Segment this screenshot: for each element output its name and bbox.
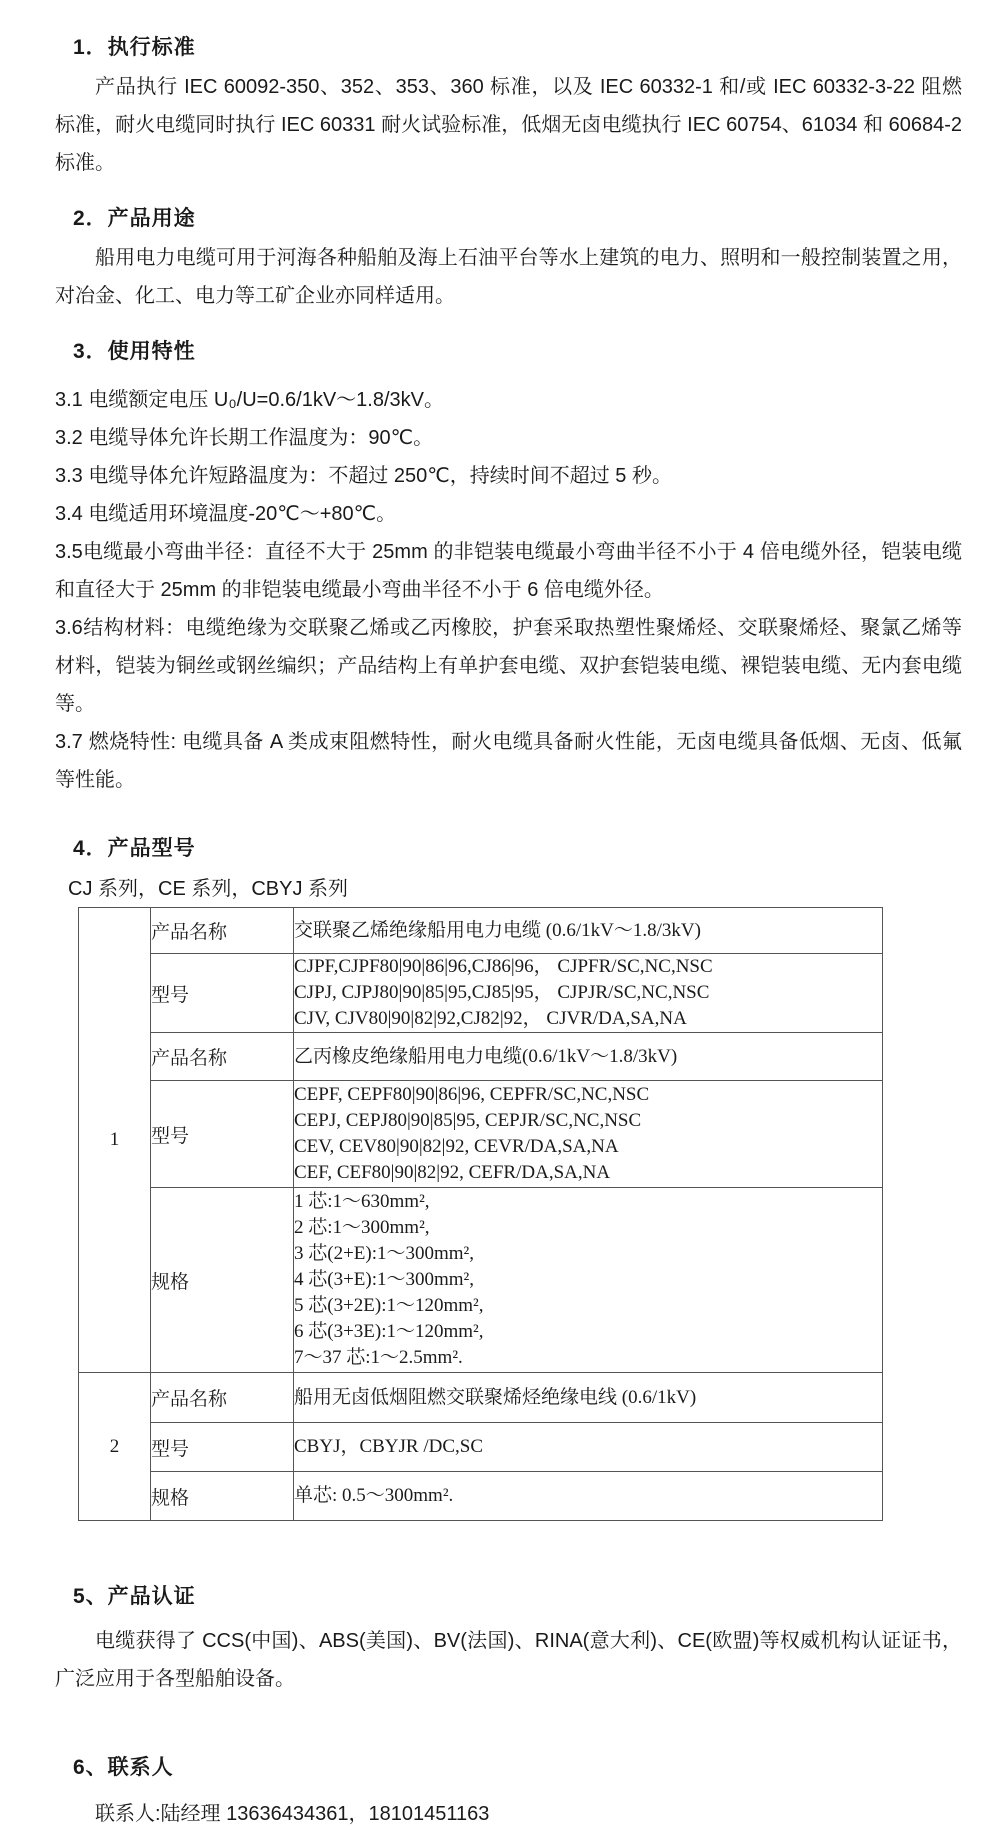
table-row xyxy=(79,1033,883,1081)
section-2-paragraph: 船用电力电缆可用于河海各种船舶及海上石油平台等水上建筑的电力、照明和一般控制装置之用，对冶金、化工、电力等工矿企业亦同样适用。 xyxy=(55,247,962,307)
series-line: CJ 系列，CE 系列，CBYJ 系列 xyxy=(68,878,349,900)
table-row xyxy=(79,1423,883,1472)
table-row xyxy=(79,1188,883,1373)
spec-line: 6 芯(3+3E):1～120mm², xyxy=(294,1321,484,1342)
product-name-line: 交联聚乙烯绝缘船用电力电缆 (0.6/1kV～1.8/3kV) xyxy=(294,919,701,941)
table-row xyxy=(79,908,883,954)
usage-item-3-4: 3.4 电缆适用环境温度-20℃～+80℃。 xyxy=(55,503,397,525)
model-line: CEV, CEV80|90|82|92, CEVR/DA,SA,NA xyxy=(294,1136,619,1157)
spec-line: 3 芯(2+E):1～300mm², xyxy=(294,1243,475,1264)
section-1-paragraph: 产品执行 IEC 60092-350、352、353、360 标准，以及 IEC 60332-1 和/或 IEC 60332-3-22 阻燃标准，耐火电缆同时执行 IEC 60331 耐火试验标准，低烟无卤电缆执行 IEC 60754、61034 和 60684-2 标准。 xyxy=(55,76,962,174)
table-row xyxy=(79,954,883,1033)
model-line: CEPF, CEPF80|90|86|96, CEPFR/SC,NC,NSC xyxy=(294,1084,650,1105)
row-value-cell xyxy=(294,908,883,954)
section-1-heading: 1．执行标准 xyxy=(73,36,196,59)
row-label-cell: 型号 xyxy=(151,1081,294,1188)
section-5-heading: 5、产品认证 xyxy=(73,1585,196,1608)
row-label-cell: 型号 xyxy=(151,1423,294,1472)
contact-line: 联系人:陆经理 13636434361，18101451163 xyxy=(95,1803,490,1825)
group-number-cell: 1 xyxy=(79,908,151,1373)
usage-item-3-2: 3.2 电缆导体允许长期工作温度为：90℃。 xyxy=(55,427,434,449)
section-4-heading: 4．产品型号 xyxy=(73,837,196,860)
section-2-heading: 2．产品用途 xyxy=(73,207,196,230)
spec-line: 1 芯:1～630mm², xyxy=(294,1191,430,1212)
row-value-cell xyxy=(294,1033,883,1081)
spec-line: 4 芯(3+E):1～300mm², xyxy=(294,1269,475,1290)
section-3-items xyxy=(55,381,962,799)
usage-item-3-6: 3.6结构材料：电缆绝缘为交联聚乙烯或乙丙橡胶，护套采取热塑性聚烯烃、交联聚烯烃、聚氯乙烯等材料，铠装为铜丝或钢丝编织；产品结构上有单护套电缆、双护套铠装电缆、裸铠装电缆、无内套电缆等。 xyxy=(55,617,962,715)
spec-line: 5 芯(3+2E):1～120mm², xyxy=(294,1295,484,1316)
row-value-cell xyxy=(294,1472,883,1521)
usage-item-3-5: 3.5电缆最小弯曲半径：直径不大于 25mm 的非铠装电缆最小弯曲半径不小于 4 倍电缆外径，铠装电缆和直径大于 25mm 的非铠装电缆最小弯曲半径不小于 6 倍电缆外径。 xyxy=(55,541,962,601)
row-label-cell: 规格 xyxy=(151,1472,294,1521)
section-3-heading: 3．使用特性 xyxy=(73,340,196,363)
row-value-cell xyxy=(294,1423,883,1472)
row-label-cell: 规格 xyxy=(151,1188,294,1373)
model-line: CBYJ，CBYJR /DC,SC xyxy=(294,1436,484,1457)
row-label-cell: 产品名称 xyxy=(151,1373,294,1423)
model-line: CEF, CEF80|90|82|92, CEFR/DA,SA,NA xyxy=(294,1162,611,1183)
section-5-paragraph: 电缆获得了 CCS(中国)、ABS(美国)、BV(法国)、RINA(意大利)、CE(欧盟)等权威机构认证证书，广泛应用于各型船舶设备。 xyxy=(55,1630,962,1690)
product-name-line: 船用无卤低烟阻燃交联聚烯烃绝缘电线 (0.6/1kV) xyxy=(294,1386,697,1408)
usage-item-3-3: 3.3 电缆导体允许短路温度为：不超过 250℃，持续时间不超过 5 秒。 xyxy=(55,465,672,487)
spec-line: 7～37 芯:1～2.5mm². xyxy=(294,1347,463,1368)
row-label-cell: 产品名称 xyxy=(151,1033,294,1081)
row-value-cell xyxy=(294,954,883,1033)
spec-line: 单芯: 0.5～300mm². xyxy=(294,1485,454,1506)
row-label-cell: 产品名称 xyxy=(151,908,294,954)
usage-item-3-1: 3.1 电缆额定电压 U₀/U=0.6/1kV～1.8/3kV。 xyxy=(55,389,444,411)
table-row xyxy=(79,1472,883,1521)
section-6-heading: 6、联系人 xyxy=(73,1756,174,1779)
row-label-cell: 型号 xyxy=(151,954,294,1033)
row-value-cell xyxy=(294,1373,883,1423)
product-name-line: 乙丙橡皮绝缘船用电力电缆(0.6/1kV～1.8/3kV) xyxy=(294,1045,678,1067)
usage-item-3-7: 3.7 燃烧特性: 电缆具备 A 类成束阻燃特性，耐火电缆具备耐火性能，无卤电缆具备低烟、无卤、低氟等性能。 xyxy=(55,731,962,791)
model-line: CEPJ, CEPJ80|90|85|95, CEPJR/SC,NC,NSC xyxy=(294,1110,642,1131)
table-row xyxy=(79,1081,883,1188)
table-row xyxy=(79,1373,883,1423)
row-value-cell xyxy=(294,1081,883,1188)
product-model-table xyxy=(78,907,883,1521)
row-value-cell xyxy=(294,1188,883,1373)
model-line: CJPF,CJPF80|90|86|96,CJ86|96， CJPFR/SC,NC,NSC xyxy=(294,956,713,977)
model-line: CJV, CJV80|90|82|92,CJ82|92， CJVR/DA,SA,NA xyxy=(294,1008,687,1029)
group-number-cell: 2 xyxy=(79,1373,151,1521)
model-line: CJPJ, CJPJ80|90|85|95,CJ85|95， CJPJR/SC,NC,NSC xyxy=(294,982,710,1003)
spec-line: 2 芯:1～300mm², xyxy=(294,1217,430,1238)
